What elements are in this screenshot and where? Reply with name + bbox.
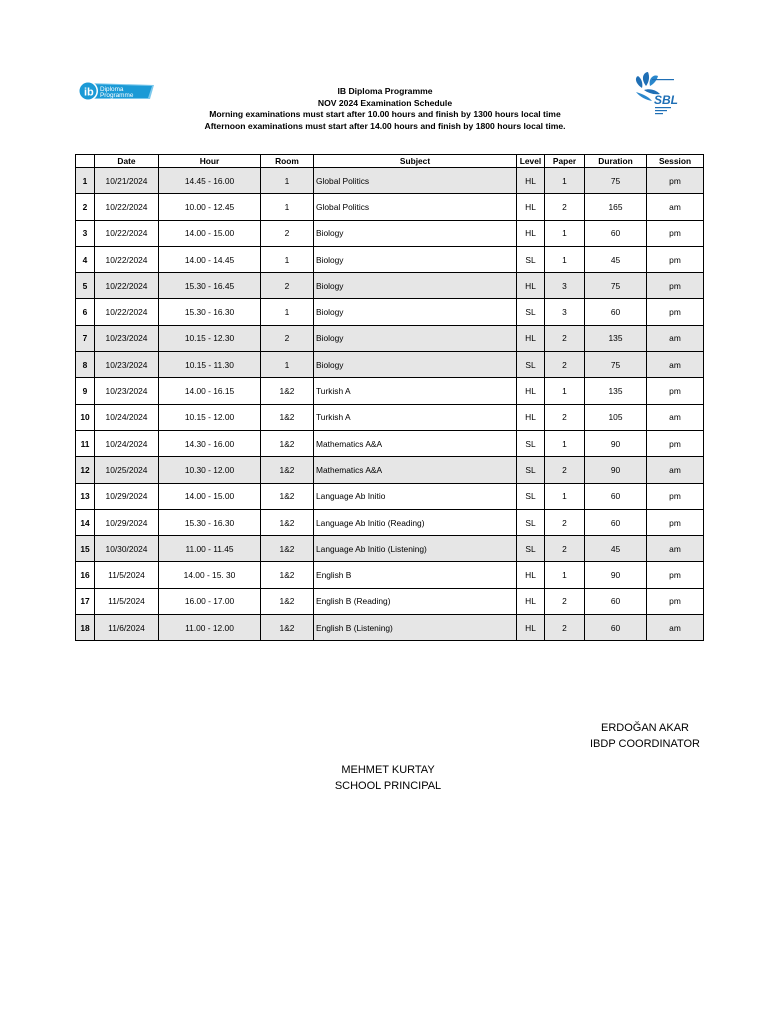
cell-subject: Global Politics	[314, 194, 517, 220]
table-row	[76, 615, 704, 641]
col-header-date: Date	[95, 155, 159, 168]
cell-date: 10/22/2024	[95, 273, 159, 299]
cell-level: SL	[517, 457, 545, 483]
cell-subject: Biology	[314, 325, 517, 351]
table-row	[76, 168, 704, 194]
ib-logo-line2: Programme	[100, 92, 134, 99]
cell-date: 10/25/2024	[95, 457, 159, 483]
cell-subject: Mathematics A&A	[314, 457, 517, 483]
afternoon-rule: Afternoon examinations must start after 14.00 hours and finish by 1800 hours local time.	[204, 120, 566, 131]
cell-subject: Language Ab Initio (Listening)	[314, 536, 517, 562]
cell-subject: English B	[314, 562, 517, 588]
cell-subject: Biology	[314, 352, 517, 378]
cell-date: 10/29/2024	[95, 509, 159, 535]
cell-hour: 11.00 - 11.45	[159, 536, 261, 562]
cell-room: 1&2	[261, 483, 314, 509]
cell-paper: 2	[545, 588, 585, 614]
table-row	[76, 430, 704, 456]
cell-duration: 60	[585, 220, 647, 246]
cell-session: pm	[647, 273, 704, 299]
cell-paper: 2	[545, 352, 585, 378]
cell-session: am	[647, 404, 704, 430]
cell-hour: 14.45 - 16.00	[159, 168, 261, 194]
cell-subject: Turkish A	[314, 378, 517, 404]
cell-hour: 15.30 - 16.30	[159, 299, 261, 325]
cell-paper: 1	[545, 430, 585, 456]
cell-subject: Biology	[314, 299, 517, 325]
cell-duration: 75	[585, 273, 647, 299]
cell-hour: 15.30 - 16.30	[159, 509, 261, 535]
row-number: 12	[76, 457, 95, 483]
sbl-logo-text: SBL	[654, 93, 678, 107]
cell-paper: 2	[545, 404, 585, 430]
cell-session: am	[647, 457, 704, 483]
cell-session: pm	[647, 509, 704, 535]
cell-level: HL	[517, 168, 545, 194]
cell-room: 2	[261, 220, 314, 246]
cell-room: 2	[261, 273, 314, 299]
cell-session: pm	[647, 378, 704, 404]
table-row	[76, 194, 704, 220]
row-number: 16	[76, 562, 95, 588]
cell-date: 10/23/2024	[95, 378, 159, 404]
cell-paper: 2	[545, 325, 585, 351]
table-row	[76, 352, 704, 378]
cell-room: 1&2	[261, 404, 314, 430]
cell-date: 10/29/2024	[95, 483, 159, 509]
cell-date: 10/23/2024	[95, 325, 159, 351]
cell-room: 2	[261, 325, 314, 351]
morning-rule: Morning examinations must start after 10.00 hours and finish by 1300 hours local time	[209, 109, 561, 119]
cell-session: pm	[647, 246, 704, 272]
cell-subject: Biology	[314, 273, 517, 299]
cell-paper: 2	[545, 509, 585, 535]
cell-paper: 1	[545, 246, 585, 272]
ib-logo-line1: Diploma	[100, 86, 124, 93]
row-number: 2	[76, 194, 95, 220]
cell-level: HL	[517, 220, 545, 246]
cell-date: 10/24/2024	[95, 404, 159, 430]
table-row	[76, 378, 704, 404]
ib-diploma-logo	[78, 80, 156, 102]
row-number: 5	[76, 273, 95, 299]
cell-subject: Turkish A	[314, 404, 517, 430]
col-header-subject: Subject	[314, 155, 517, 168]
cell-duration: 45	[585, 246, 647, 272]
cell-paper: 3	[545, 273, 585, 299]
table-row	[76, 562, 704, 588]
table-row	[76, 404, 704, 430]
cell-date: 11/6/2024	[95, 615, 159, 641]
cell-session: am	[647, 194, 704, 220]
cell-room: 1&2	[261, 562, 314, 588]
row-number: 7	[76, 325, 95, 351]
cell-subject: Biology	[314, 220, 517, 246]
cell-level: SL	[517, 509, 545, 535]
cell-level: HL	[517, 325, 545, 351]
cell-duration: 60	[585, 615, 647, 641]
cell-duration: 60	[585, 588, 647, 614]
cell-paper: 1	[545, 562, 585, 588]
cell-session: pm	[647, 299, 704, 325]
cell-level: HL	[517, 562, 545, 588]
schedule-title: NOV 2024 Examination Schedule	[317, 97, 453, 108]
cell-duration: 75	[585, 352, 647, 378]
cell-duration: 60	[585, 483, 647, 509]
table-row	[76, 220, 704, 246]
cell-date: 10/30/2024	[95, 536, 159, 562]
cell-duration: 135	[585, 325, 647, 351]
cell-room: 1	[261, 246, 314, 272]
cell-level: SL	[517, 536, 545, 562]
cell-subject: Biology	[314, 246, 517, 272]
cell-hour: 10.15 - 12.30	[159, 325, 261, 351]
cell-hour: 14.00 - 16.15	[159, 378, 261, 404]
cell-room: 1&2	[261, 615, 314, 641]
row-number: 6	[76, 299, 95, 325]
col-header-paper: Paper	[545, 155, 585, 168]
cell-paper: 2	[545, 536, 585, 562]
table-row	[76, 536, 704, 562]
col-header-number	[76, 155, 95, 168]
cell-hour: 14.00 - 15.00	[159, 483, 261, 509]
cell-date: 10/24/2024	[95, 430, 159, 456]
cell-level: SL	[517, 352, 545, 378]
cell-paper: 1	[545, 168, 585, 194]
cell-room: 1	[261, 352, 314, 378]
cell-room: 1&2	[261, 536, 314, 562]
cell-level: HL	[517, 615, 545, 641]
cell-duration: 90	[585, 562, 647, 588]
cell-subject: Language Ab Initio (Reading)	[314, 509, 517, 535]
table-row	[76, 273, 704, 299]
cell-paper: 2	[545, 457, 585, 483]
cell-paper: 3	[545, 299, 585, 325]
col-header-level: Level	[517, 155, 545, 168]
svg-text:ib: ib	[84, 86, 94, 99]
exam-schedule-table	[75, 154, 704, 641]
cell-date: 11/5/2024	[95, 562, 159, 588]
cell-room: 1&2	[261, 509, 314, 535]
cell-duration: 75	[585, 168, 647, 194]
cell-session: pm	[647, 220, 704, 246]
cell-session: pm	[647, 588, 704, 614]
cell-duration: 45	[585, 536, 647, 562]
cell-session: am	[647, 325, 704, 351]
table-row	[76, 325, 704, 351]
cell-session: pm	[647, 430, 704, 456]
cell-date: 10/22/2024	[95, 220, 159, 246]
cell-level: SL	[517, 299, 545, 325]
cell-level: SL	[517, 483, 545, 509]
principal-title: SCHOOL PRINCIPAL	[334, 779, 442, 792]
cell-duration: 165	[585, 194, 647, 220]
row-number: 13	[76, 483, 95, 509]
cell-level: SL	[517, 430, 545, 456]
cell-room: 1	[261, 299, 314, 325]
cell-session: am	[647, 536, 704, 562]
table-header-row	[76, 155, 704, 168]
cell-date: 10/22/2024	[95, 246, 159, 272]
cell-date: 11/5/2024	[95, 588, 159, 614]
cell-duration: 90	[585, 457, 647, 483]
cell-date: 10/22/2024	[95, 299, 159, 325]
table-row	[76, 246, 704, 272]
cell-level: HL	[517, 588, 545, 614]
cell-hour: 10.30 - 12.00	[159, 457, 261, 483]
row-number: 11	[76, 430, 95, 456]
table-row	[76, 588, 704, 614]
cell-duration: 135	[585, 378, 647, 404]
col-header-room: Room	[261, 155, 314, 168]
cell-room: 1	[261, 168, 314, 194]
row-number: 4	[76, 246, 95, 272]
table-row	[76, 509, 704, 535]
cell-duration: 60	[585, 509, 647, 535]
cell-subject: English B (Reading)	[314, 588, 517, 614]
cell-subject: Mathematics A&A	[314, 430, 517, 456]
cell-session: pm	[647, 562, 704, 588]
cell-session: am	[647, 615, 704, 641]
cell-room: 1&2	[261, 588, 314, 614]
cell-level: HL	[517, 273, 545, 299]
row-number: 1	[76, 168, 95, 194]
cell-duration: 105	[585, 404, 647, 430]
cell-subject: English B (Listening)	[314, 615, 517, 641]
cell-hour: 14.00 - 15.00	[159, 220, 261, 246]
cell-room: 1	[261, 194, 314, 220]
cell-hour: 14.00 - 14.45	[159, 246, 261, 272]
cell-room: 1&2	[261, 430, 314, 456]
cell-paper: 2	[545, 194, 585, 220]
cell-level: HL	[517, 194, 545, 220]
cell-duration: 60	[585, 299, 647, 325]
cell-session: pm	[647, 168, 704, 194]
row-number: 18	[76, 615, 95, 641]
row-number: 8	[76, 352, 95, 378]
cell-room: 1&2	[261, 378, 314, 404]
cell-date: 10/23/2024	[95, 352, 159, 378]
cell-level: SL	[517, 246, 545, 272]
col-header-duration: Duration	[585, 155, 647, 168]
row-number: 14	[76, 509, 95, 535]
cell-paper: 1	[545, 483, 585, 509]
cell-hour: 15.30 - 16.45	[159, 273, 261, 299]
cell-hour: 10.15 - 11.30	[159, 352, 261, 378]
coordinator-name: ERDOĞAN AKAR	[600, 722, 690, 734]
cell-hour: 16.00 - 17.00	[159, 588, 261, 614]
row-number: 9	[76, 378, 95, 404]
row-number: 3	[76, 220, 95, 246]
cell-hour: 10.15 - 12.00	[159, 404, 261, 430]
table-row	[76, 457, 704, 483]
cell-level: HL	[517, 404, 545, 430]
table-row	[76, 483, 704, 509]
cell-subject: Global Politics	[314, 168, 517, 194]
cell-hour: 10.00 - 12.45	[159, 194, 261, 220]
table-row	[76, 299, 704, 325]
row-number: 10	[76, 404, 95, 430]
cell-paper: 2	[545, 615, 585, 641]
cell-room: 1&2	[261, 457, 314, 483]
cell-hour: 14.00 - 15. 30	[159, 562, 261, 588]
principal-name: MEHMET KURTAY	[341, 764, 435, 776]
cell-session: am	[647, 352, 704, 378]
cell-subject: Language Ab Initio	[314, 483, 517, 509]
programme-title: IB Diploma Programme	[337, 86, 433, 96]
cell-session: pm	[647, 483, 704, 509]
cell-paper: 1	[545, 220, 585, 246]
col-header-session: Session	[647, 155, 704, 168]
cell-hour: 11.00 - 12.00	[159, 615, 261, 641]
principal-signature-block	[318, 763, 458, 794]
cell-hour: 14.30 - 16.00	[159, 430, 261, 456]
coordinator-title: IBDP COORDINATOR	[589, 737, 701, 750]
cell-paper: 1	[545, 378, 585, 404]
cell-date: 10/21/2024	[95, 168, 159, 194]
sbl-school-logo	[632, 68, 682, 118]
cell-date: 10/22/2024	[95, 194, 159, 220]
coordinator-signature-block	[580, 721, 710, 752]
cell-level: HL	[517, 378, 545, 404]
row-number: 17	[76, 588, 95, 614]
col-header-hour: Hour	[159, 155, 261, 168]
document-header	[150, 86, 620, 132]
cell-duration: 90	[585, 430, 647, 456]
row-number: 15	[76, 536, 95, 562]
